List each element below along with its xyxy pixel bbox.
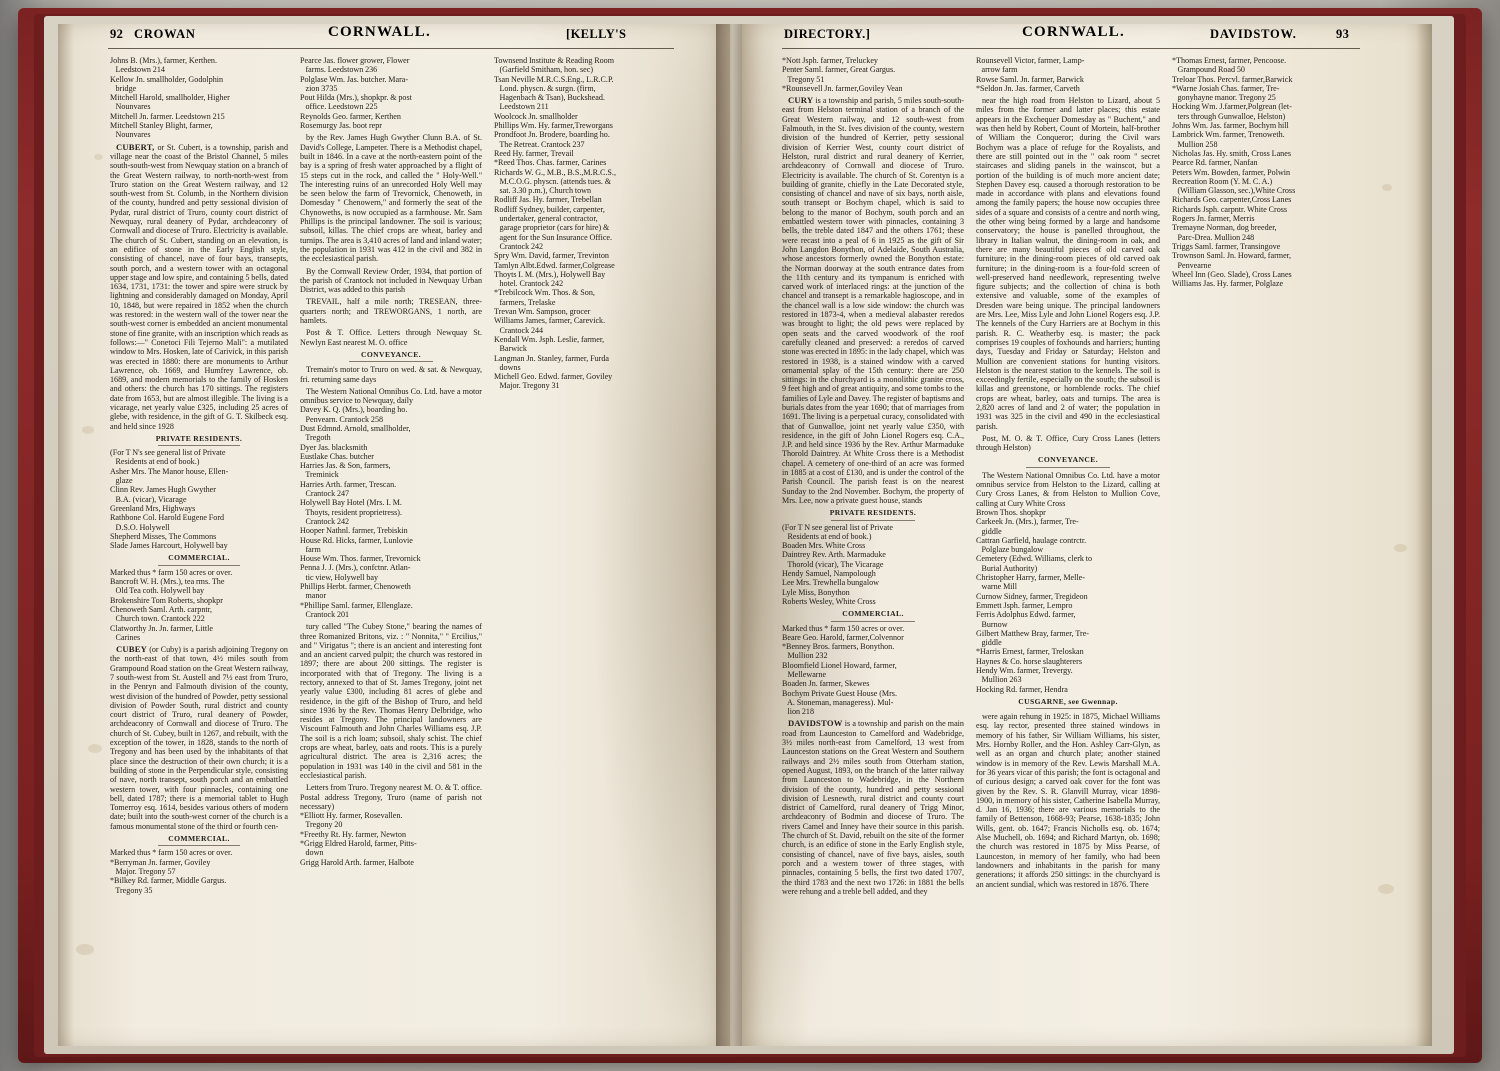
section-heading: COMMERCIAL. xyxy=(842,609,904,619)
directory-entry: Johns Wm. Jas. farmer, Bochym hill xyxy=(1172,121,1289,131)
body-paragraph: by the Rev. James Hugh Gwyther Clunn B.A. of St. David's College, Lampeter. There is a Methodist chapel, built in 1846. In a cave at the north-eastern point of the bay is a spring of fresh water approached by a flight of 15 steps cut in the rock, and called the " Holy-Well." The interesting ruins of an unrecorded Holy Well may be seen below the farm of Trevornick, Chenoweth, in Domesday " Chenowern," and formerly the seat of the Chynoweths, is now occupied as a farmhouse. Mr. Sam Phillips is the principal landowner. The soil is various; subsoil, killas. The chief crops are wheat, barley and turnips. The area is 3,410 acres of land and inland water; the population in 1931 was 412 in the civil and 382 in the ecclesiastical parish. xyxy=(300,133,482,264)
right-head-rule xyxy=(782,48,1360,49)
directory-entry: gonyhayne manor. Tregony 25 xyxy=(1172,93,1276,103)
directory-entry: Tregony 20 xyxy=(300,820,343,830)
directory-entry: Clatworthy Jn. Jn. farmer, Little xyxy=(110,623,213,633)
directory-entry: Residents at end of book.) xyxy=(782,531,872,541)
directory-entry: Carkeek Jn. (Mrs.), farmer, Tre- xyxy=(976,517,1079,527)
section-heading: CONVEYANCE. xyxy=(1037,455,1099,465)
directory-entry: Rowse Saml. Jn. farmer, Barwick xyxy=(976,74,1084,84)
directory-entry-list xyxy=(110,848,288,894)
directory-entry: Harries Arth. farmer, Trescan. xyxy=(300,479,397,489)
directory-entry: *Reed Thos. Chas. farmer, Carines xyxy=(494,158,607,168)
directory-entry: Burial Authority) xyxy=(976,563,1038,573)
directory-entry: Crantock 242 xyxy=(494,241,544,251)
body-paragraph: By the Cornwall Review Order, 1934, that portion of the parish of Crantock not included in Newquay Urban District, was added to this parish xyxy=(300,266,482,295)
directory-entry: Leedstown 214 xyxy=(110,65,165,75)
directory-entry: Phillips Wm. Hy. farmer,Treworgans xyxy=(494,121,613,131)
body-paragraph: CURY is a township and parish, 5 miles south-south-east from Helston terminal station of a branch of the Great Western railway, and 12 south-west from Falmouth, in the St. Ives division of the county, western division of the hundred of Kerrier, petty sessional division of Kerrier West, county court district of Helston, rural district and rural deanery of Kerrier, archdeaconry of Cornwall and diocese of Truro. Electricity is available. The church of St. Corentyn is a building of granite, chiefly in the Late Decorated style, consisting of chancel and nave of six bays, north aisle, south transept or Bochym chapel, which is said to belong to the manor of Bochym, south porch and an embattled western tower with pinnacles, containing 3 bells, the treble dated 1847 and the others 1761; these were recast into a peal of 6 in 1925 as the gift of Sir John Langdon Bonython, of Adelaide, South Australia, whose ancestors formerly owned the Bonython estate: the Norman doorway at the south entrance dates from the 11th century and its tympanum is enriched with carved work of interlaced rings: at the junction of the chancel and transept is a remarkable hagioscope, and in the chancel wall is a low side window: the church was restored in 1873-4, when a medieval alabaster reredos was brought to light; the old pews were replaced by open seats and the carved woodwork of the roof carefully cleaned and preserved: a reredos of carved stone was erected in 1895: in the lady chapel, which was restored in 1938, is a stained window with a carved ornamental splay of the 15th century: there are 250 sittings: in the churchyard is a monolithic granite cross, 9 feet high and of great antiquity, and some tombs to the families of Lyle and Davey. The register of baptisms and burials dates from the year 1690; that of marriages from 1691. The living is a perpetual curacy, consolidated with that of Gunwalloe, joint net yearly value £350, with residence, in the gift of John Lionel Rogers esq. C.A., J.P. and held since 1936 by the Rev. Arthur Marmaduke Thorold Daintrey. At White Cross there is a Methodist chapel. A cemetery of one-third of an acre was formed in 1885 at a cost of £130, and is under the control of the Parish Council. The parish feast is on the nearest Sunday to the 2nd November. Bochym, the property of Mrs. Lee, now a private guest house, stands xyxy=(782,95,964,505)
directory-entry: Marked thus * farm 150 acres or over. xyxy=(110,567,233,577)
directory-entry-list xyxy=(976,508,1160,694)
directory-entry: Peters Wm. Bowden, farmer, Polwin xyxy=(1172,167,1291,177)
section-heading: PRIVATE RESIDENTS. xyxy=(829,508,917,518)
section-divider xyxy=(1026,467,1111,468)
directory-entry-list xyxy=(782,624,964,717)
body-paragraph: CUBEY (or Cuby) is a parish adjoining Tregony on the north-east of that town, 4½ miles south from Grampound Road station on the Great Western railway, 7 south-west from St. Austell and 7½ east from Truro, in the Penryn and Falmouth division of the county, west division of the hundred of Powder, petty sessional division of Powder South, rural district and county court district of Truro, rural deanery of Powder, archdeaconry of Cornwall and diocese of Truro. The church of St. Cubey, built in 1267, and rebuilt, with the exception of the tower, in 1828, stands to the north of Tregony and has been used by the inhabitants of that place since the destruction of their own church; it is a building of stone in the Perpendicular style, consisting of nave, north transept, south porch and an embattled western tower, with four pinnacles, containing one bell, dated 1787; there is a memorial tablet to Hugh Tomerroy esq. 1614, besides various others of modern date; built into the south-west corner of the church is a famous monumental stone of the third or fourth cen- xyxy=(110,644,288,831)
directory-entry: Mitchell Jn. farmer. Leedstown 215 xyxy=(110,111,225,121)
section-divider xyxy=(349,361,433,362)
directory-entry: Barwick xyxy=(494,344,527,354)
directory-entry: Nicholas Jas. Hy. smith, Cross Lanes xyxy=(1172,148,1291,158)
directory-entry: Tregoth xyxy=(300,433,331,443)
directory-entry: House Rd. Hicks, farmer, Lunlovie xyxy=(300,535,413,545)
directory-entry: glaze xyxy=(110,476,133,486)
directory-entry: Mullion 232 xyxy=(782,651,828,661)
directory-entry: zion 3735 xyxy=(300,83,338,93)
directory-entry-list xyxy=(110,448,288,550)
directory-entry: Ferris Adolphus Edwd. farmer, xyxy=(976,610,1076,620)
left-folio: 92 xyxy=(110,27,124,41)
directory-entry: Boaden Jn. farmer, Skewes xyxy=(782,679,870,689)
directory-entry-list xyxy=(782,523,964,607)
right-column-2 xyxy=(976,56,1160,889)
body-paragraph: Post, M. O. & T. Office, Cury Cross Lanes (letters through Helston) xyxy=(976,433,1160,453)
directory-entry: office. Leedstown 225 xyxy=(300,102,378,112)
left-head-right: [KELLY'S xyxy=(566,27,627,41)
right-running-head xyxy=(742,24,1432,50)
directory-entry: Langman Jn. Stanley, farmer, Furda xyxy=(494,353,610,363)
directory-entry: House Wm. Thos. farmer, Trevornick xyxy=(300,554,421,564)
directory-entry: Reed Hy. farmer, Trevail xyxy=(494,148,574,158)
directory-entry: Dyer Jas. blacksmith xyxy=(300,442,368,452)
directory-entry-list xyxy=(494,335,674,391)
directory-entry: *Warne Josiah Chas. farmer, Tre- xyxy=(1172,83,1280,93)
left-column-1 xyxy=(110,56,288,895)
place-name-heading: CUBEY xyxy=(116,644,150,655)
directory-entry: Slade James Harcourt, Holywell bay xyxy=(110,541,228,551)
directory-entry: *Rounsevell Jn. farmer,Goviley Vean xyxy=(782,83,903,93)
directory-entry: Reynolds Geo. farmer, Kerthen xyxy=(300,111,401,121)
directory-entry: Thorold (vicar), The Vicarage xyxy=(782,559,884,569)
directory-entry: Boaden Mrs. White Cross xyxy=(782,541,866,551)
directory-entry: Crantock 201 xyxy=(300,609,350,619)
directory-entry: farm xyxy=(300,544,321,554)
directory-entry: lion 218 xyxy=(782,707,815,717)
directory-entry-list xyxy=(494,56,674,121)
directory-entry: *Benney Bros. farmers, Bonython. xyxy=(782,642,895,652)
directory-entry: Tsan Neville M.R.C.S.Eng., L.R.C.P. xyxy=(494,74,614,84)
directory-entry: Cemetery (Edwd. Williams, clerk to xyxy=(976,554,1093,564)
directory-entry: Crantock 247 xyxy=(300,489,350,499)
directory-entry: Greenland Mrs, Highways xyxy=(110,503,196,513)
directory-entry: Hocking Wm. J.farmer,Polgrean (let- xyxy=(1172,102,1292,112)
directory-entry: Kendall Wm. Jsph. Leslie, farmer, xyxy=(494,334,605,344)
directory-entry: Bancroft W. H. (Mrs.), tea rms. The xyxy=(110,577,225,587)
directory-entry: Thoyts, resident proprietress). xyxy=(300,507,403,517)
body-paragraph: were again rehung in 1925: in 1875, Michael Williams esq. lay rector, presented three stained windows in memory of his father, Sir William Williams, his sister, Mrs. Hornby Roller, and the Hon. Ashley Carr-Glyn, as well as an organ and church plate; another stained window is in memory of the Rev. Lewis Marshall M.A. for 36 years vicar of this parish; the font is octagonal and of curious design; a carved oak cover for the font was given by the Rev. S. R. Glanvill Murray, vicar 1898-1900, in memory of his sister, Catherine Isabella Murray, d. Jan 16, 1936; there are various memorials to the family of Bettenson, 1668-93; Pearse, 1638-1835; John Wills, gent. ob. 1647; Francis Nicholls esq. ob. 1674; Alse Muchell, ob. 1694; and Richard Martyn, ob. 1698; the church was restored in 1875 by Miss Pearse, of Launceston, in memory of her family, who had been landowners and inhabitants in the parish for many generations; it affords 250 sittings: in the churchyard is an ancient sundial, which was restored in 1876. There xyxy=(976,712,1160,889)
body-paragraph: Letters from Truro. Tregony nearest M. O. & T. office. Postal address Tregony, Truro (name of parish not necessary) xyxy=(300,783,482,811)
directory-entry: Rathbone Col. Harold Eugene Ford xyxy=(110,513,225,523)
directory-entry: Wheel Inn (Geo. Slade), Cross Lanes xyxy=(1172,269,1292,279)
directory-entry: *Thomas Ernest, farmer, Pencoose. xyxy=(1172,56,1287,65)
right-head-left: DIRECTORY.] xyxy=(784,27,871,41)
directory-entry: giddle xyxy=(976,526,1002,536)
directory-entry-list xyxy=(782,56,964,93)
directory-entry: Mitchell Stanley Blight, farmer, xyxy=(110,121,213,131)
directory-entry: Roberts Wesley, White Cross xyxy=(782,596,876,606)
directory-entry-list xyxy=(110,568,288,642)
left-head-center: CORNWALL. xyxy=(328,24,431,40)
directory-entry: Leedstown 211 xyxy=(494,102,549,112)
directory-entry: Lambrick Wm. farmer, Trenoweth. xyxy=(1172,130,1285,140)
directory-entry: Tregony 35 xyxy=(110,885,153,895)
directory-entry: Pearce Jas. flower grower, Flower xyxy=(300,56,410,65)
directory-entry: Major. Tregony 57 xyxy=(110,866,176,876)
directory-entry: Mullion 258 xyxy=(1172,139,1218,149)
directory-entry: Treloar Thos. Percvl. farmer,Barwick xyxy=(1172,74,1293,84)
directory-entry: M.C.O.G. physcn. (attends tues. & xyxy=(494,176,612,186)
directory-entry: Kellow Jn. smallholder, Godolphin xyxy=(110,74,224,84)
directory-entry-list xyxy=(110,56,288,140)
directory-entry: warne Mill xyxy=(976,582,1018,592)
section-divider xyxy=(158,565,240,566)
directory-entry: (William Glasson, sec.),White Cross xyxy=(1172,186,1296,196)
directory-entry: Mullion 263 xyxy=(976,675,1022,685)
directory-entry: (For T N see general list of Private xyxy=(782,522,893,532)
directory-entry: *Nott Jsph. farmer, Treluckey xyxy=(782,56,878,65)
place-name-heading: CUBERT, xyxy=(116,141,158,152)
directory-entry: tic view, Holywell bay xyxy=(300,572,379,582)
directory-entry: Crantock 244 xyxy=(494,325,544,335)
directory-entry: Harries Jas. & Son, farmers, xyxy=(300,461,391,471)
directory-entry: Richards Geo. carpenter,Cross Lanes xyxy=(1172,195,1292,205)
directory-entry: Brown Thos. shopkpr xyxy=(976,507,1046,517)
directory-entry: B.A. (vicar), Vicarage xyxy=(110,494,187,504)
body-paragraph: DAVIDSTOW is a township and parish on the main road from Launceston to Camelford and Wadebridge, 3½ miles north-east from Camelford, 13 west from Launceston stations on the Great Western and Southern railways and 2½ miles south from Otterham station, opened August, 1893, on the branch of the latter railway from Launceston to Wadebridge, in the Northern division of the county, hundred and petty sessional division of Lesnewth, rural district and county court district of Camelford, rural deanery of Trigg Minor, archdeaconry of Bodmin and diocese of Truro. The rivers Camel and Inney have their source in this parish. The church of St. David, rebuilt on the site of the former church, is an edifice of stone in the Early English style, consisting of chancel, nave of five bays, aisles, south porch and a western tower of three stages, with pinnacles, containing 5 bells, the first two dated 1707, the third 1783 and the next two 1726: in 1881 the bells were rehung and a treble bell added, and they xyxy=(782,718,964,896)
left-page xyxy=(58,24,730,1046)
right-column-3 xyxy=(1172,56,1360,288)
directory-entry: agent for the Sun Insurance Office. xyxy=(494,232,613,242)
directory-entry: hotel. Crantock 242 xyxy=(494,279,564,289)
section-heading: COMMERCIAL. xyxy=(168,834,230,844)
directory-entry: Hooper Nathnl. farmer, Trebiskin xyxy=(300,526,408,536)
directory-entry: Rounsevell Victor, farmer, Lamp- xyxy=(976,56,1085,65)
directory-entry: *Bilkey Rd. farmer, Middle Gargus. xyxy=(110,876,227,886)
place-name-heading: CURY xyxy=(788,95,816,106)
directory-entry: Penna J. J. (Mrs.), confctnr. Atlan- xyxy=(300,563,411,573)
directory-entry-list xyxy=(1172,102,1360,288)
body-paragraph: Post & T. Office. Letters through Newquay St. Newlyn East nearest M. O. office xyxy=(300,328,482,347)
section-heading: PRIVATE RESIDENTS. xyxy=(155,433,243,443)
right-folio: 93 xyxy=(1336,27,1350,41)
directory-entry: Brokenshire Tom Roberts, shopkpr xyxy=(110,595,223,605)
directory-entry: *Grigg Eldred Harold, farmer, Pitts- xyxy=(300,839,417,849)
directory-entry: *Berryman Jn. farmer, Goviley xyxy=(110,857,211,867)
directory-entry: Major. Tregony 31 xyxy=(494,381,560,391)
directory-entry: *Freethy Rt. Hy. farmer, Newton xyxy=(300,829,407,839)
directory-entry: bridge xyxy=(110,83,137,93)
directory-entry: Mellewarne xyxy=(782,670,827,679)
directory-entry: Tregony 51 xyxy=(782,74,825,84)
directory-entry: Lyle Miss, Bonython xyxy=(782,587,850,597)
directory-entry: Crantock 242 xyxy=(300,516,350,526)
directory-entry: Emmett Jsph. farmer, Lempro xyxy=(976,600,1073,610)
directory-entry: Penter Saml. farmer, Great Gargus. xyxy=(782,65,896,75)
body-paragraph: The Western National Omnibus Co. Ltd. have a motor omnibus service from Helston to the Lizard, calling at Cury Cross Lanes, & from Helston to Mullion Cove, calling at Cury White Cross xyxy=(976,470,1160,508)
directory-entry: Dust Edmnd. Arnold, smallholder, xyxy=(300,423,411,433)
directory-entry: Marked thus * farm 150 acres or over. xyxy=(110,848,233,858)
directory-entry: ters through Gunwalloe, Helston) xyxy=(1172,111,1286,121)
directory-entry: Polglaze bungalow xyxy=(976,545,1044,555)
directory-entry: Lee Mrs. Trewhella bungalow xyxy=(782,578,879,588)
directory-entry: Townsend Institute & Reading Room xyxy=(494,56,615,65)
directory-entry: garage proprietor (cars for hire) & xyxy=(494,223,610,233)
directory-entry: *Trebilcock Wm. Thos. & Son, xyxy=(494,288,595,298)
directory-entry: down xyxy=(300,848,324,858)
body-paragraph: tury called "The Cubey Stone," bearing the names of three Romanized Britons, viz. : " Nonnita," " Ercilius," and " Virigatus "; there is an ancient and interesting font and an ancient carved pulpit; the church was restored in 1897; there are about 200 sittings. The register is incorporated with that of Tregony. The living is a rectory, annexed to that of St. James Tregony, joint net yearly value £300, including 81 acres of glebe and residence, in the gift of the Bishop of Truro, and held since 1936 by the Rev. Thomas Henry Delbridge, who resides at Tregony. The principal landowners are Viscount Falmouth and John Charles Williams esq. J.P. The soil is a rich loam; subsoil, shaly schist. The chief crops are wheat, barley, oats and roots. This is a purely agricultural district. The area is 2,316 acres; the population in 1931 was 140 in the civil and 581 in the ecclesiastical parish. xyxy=(300,622,482,780)
right-page xyxy=(742,24,1432,1046)
directory-entry: undertaker, general contractor, xyxy=(494,214,598,224)
directory-entry: Church town. Crantock 222 xyxy=(110,614,205,624)
directory-entry-list xyxy=(300,405,482,619)
directory-entry: Rosemurgy Jas. boot repr xyxy=(300,121,382,131)
right-column-1 xyxy=(782,56,964,896)
directory-entry: Rodliff Jas. Hy. farmer, Trebellan xyxy=(494,195,602,205)
directory-entry: Johns B. (Mrs.), farmer, Kerthen. xyxy=(110,56,217,65)
directory-entry: Beare Geo. Harold, farmer,Colvennor xyxy=(782,632,904,642)
directory-entry: A. Stoneman, manageress). Mul- xyxy=(782,697,894,707)
directory-entry: Polglase Wm. Jas. butcher. Mara- xyxy=(300,74,409,84)
left-column-3 xyxy=(494,56,674,391)
directory-entry: Bochym Private Guest House (Mrs. xyxy=(782,688,897,698)
section-heading: CUSGARNE, see Gwennap. xyxy=(1018,696,1118,706)
directory-entry: farms. Leedstown 236 xyxy=(300,65,378,75)
directory-entry: Old Tea coth. Holywell bay xyxy=(110,586,205,596)
directory-entry: Recreation Room (Y. M. C. A.) xyxy=(1172,176,1273,186)
directory-entry: The Retreat. Crantock 237 xyxy=(494,139,585,149)
directory-entry: Trevan Wm. Sampson, grocer xyxy=(494,307,591,317)
directory-entry: Cattran Garfield, haulage contrctr. xyxy=(976,535,1087,545)
directory-entry: Treminick xyxy=(300,470,339,480)
section-divider xyxy=(158,445,240,446)
directory-entry: *Elliott Hy. farmer, Rosevallen. xyxy=(300,811,403,821)
directory-entry: Penvearne xyxy=(1172,260,1212,270)
directory-entry: Prondfoot Jn. Brodere, boarding ho. xyxy=(494,130,610,140)
directory-entry: (For T N's see general list of Private xyxy=(110,448,226,458)
directory-entry: Rogers Jn. farmer, Merris xyxy=(1172,214,1255,224)
directory-entry: Hagenbach & Tsan), Buckshead. xyxy=(494,93,605,103)
right-head-place: DAVIDSTOW. xyxy=(1210,27,1297,41)
section-divider xyxy=(158,845,240,846)
directory-entry: Grampound Road 50 xyxy=(1172,65,1245,75)
directory-entry: Spry Wm. David, farmer, Trevinton xyxy=(494,251,609,261)
section-divider xyxy=(831,621,915,622)
directory-entry: Curnow Sidney, farmer, Tregideon xyxy=(976,591,1088,601)
directory-entry: Woolcock Jn. smallholder xyxy=(494,111,578,121)
directory-entry: Shepherd Misses, The Commons xyxy=(110,531,217,541)
directory-entry: Haynes & Co. horse slaughterers xyxy=(976,656,1082,666)
left-head-place: CROWAN xyxy=(134,27,196,41)
directory-entry: Burnow xyxy=(976,619,1008,629)
body-paragraph: Tremain's motor to Truro on wed. & sat. & Newquay, fri. returning same days xyxy=(300,365,482,384)
body-paragraph: near the high road from Helston to Lizard, about 5 miles from the former and latter places; this estate appears in the Exchequer Domesday as " Buchent," and was then held by Robert, Count of Mortein, half-brother of William the Conqueror; during the Civil wars Bochym was a place of refuge for the Royalists, and there are still pointed out in the " oak room " secret staircases and sliding panels in the wainscot, but a portion of the building is of much more ancient date; Stephen Davey esq. caused a thorough restoration to be made in accordance with plans and elevations found among the family papers; the house now occupies three sides of a square and consists of a centre and north wing, the other wing being formed by a large and handsome conservatory; the house is panelled throughout, the library in Italian walnut, the dining-room in oak, and there are many beautiful pieces of old carved oak furniture; in the dining-room pieces of old carved oak furniture; in the dining-room is a four-fold screen of well-preserved hand needlework, representing twelve figure subjects; and the collection of china is both extensive and valuable, some of the examples of Dresden ware being unique. The principal landowners are Mrs. Lee, Miss Lyle and John Lionel Rogers esq. J.P. The kennels of the Cury Harriers are at Bochym in this parish. R. C. Weatherby esq. is master; the pack comprises 19 couples of foxhounds and harriers; hunting days, Tuesday and Friday or Saturday; Helston and Mullion are convenient stations for hunting visitors. Helston is the nearest station to the kennels. The soil is exceedingly fertile, especially on the south; the subsoil is killas and greenstone, or hornblende rocks. The chief crops are wheat, barley, oats and turnips. The area is 2,820 acres of land and 2 of water; the population in 1931 was 325 in the civil and 490 in the ecclesiastical parish. xyxy=(976,96,1160,431)
directory-entry: Penvearn. Crantock 258 xyxy=(300,414,384,424)
directory-entry: Christopher Harry, farmer, Melle- xyxy=(976,573,1085,583)
directory-entry: Phillips Herbt. farmer, Chenoweth xyxy=(300,582,411,592)
directory-entry: Holywell Bay Hotel (Mrs. I. M. xyxy=(300,498,402,508)
directory-entry: D.S.O. Holywell xyxy=(110,522,170,532)
directory-entry: Rodliff Sydney, builder, carpenter, xyxy=(494,204,605,214)
section-divider xyxy=(831,520,915,521)
left-head-rule xyxy=(108,48,674,49)
directory-entry: Pearce Rd. farmer, Nanfan xyxy=(1172,158,1258,168)
directory-entry: Residents at end of book.) xyxy=(110,457,200,467)
body-paragraph: The Western National Omnibus Co. Ltd. have a motor omnibus service to Newquay, daily xyxy=(300,386,482,406)
directory-entry: Eustlake Chas. butcher xyxy=(300,451,374,461)
directory-entry: Gilbert Matthew Bray, farmer, Tre- xyxy=(976,628,1089,638)
body-paragraph: TREVAIL, half a mile north; TRESEAN, three-quarters north; and TREWORGANS, 1 north, are hamlets. xyxy=(300,297,482,326)
directory-entry: Michell Geo. Edwd. farmer, Goviley xyxy=(494,372,613,382)
directory-entry: arrow farm xyxy=(976,65,1018,75)
directory-entry: Thoyts I. M. (Mrs.), Holywell Bay xyxy=(494,269,606,279)
directory-entry: Trownson Saml. Jn. Howard, farmer, xyxy=(1172,251,1292,261)
right-head-center: CORNWALL. xyxy=(1022,24,1125,40)
left-column-2 xyxy=(300,56,482,867)
directory-entry: Mitchell Harold, smallholder, Higher xyxy=(110,93,230,103)
directory-entry: Richards W. G., M.B., B.S.,M.R.C.S., xyxy=(494,167,616,177)
directory-entry: Pout Hilda (Mrs.), shopkpr. & post xyxy=(300,93,412,103)
directory-entry: *Harris Ernest, farmer, Treloskan xyxy=(976,647,1084,657)
directory-entry-list xyxy=(1172,56,1360,102)
directory-entry: Marked thus * farm 150 acres or over. xyxy=(782,623,905,633)
directory-entry: Chenoweth Saml. Arth. carpntr, xyxy=(110,604,213,614)
directory-entry: Grigg Harold Arth. farmer, Halbote xyxy=(300,857,414,867)
directory-entry: *Seldon Jn. Jas. farmer, Carveth xyxy=(976,83,1080,93)
directory-entry: Hocking Rd. farmer, Hendra xyxy=(976,684,1068,694)
place-name-heading: DAVIDSTOW xyxy=(788,718,845,729)
directory-entry: Williams James, farmer, Carevick. xyxy=(494,316,606,326)
directory-entry-list xyxy=(300,56,482,130)
directory-entry: Nounvares xyxy=(110,130,151,140)
directory-entry: Carines xyxy=(110,632,141,642)
directory-entry: Tamlyn Albt.Edwd. farmer,Colgrease xyxy=(494,260,615,270)
directory-entry-list xyxy=(300,811,482,867)
section-divider xyxy=(1026,708,1111,709)
directory-entry: Asher Mrs. The Manor house, Ellen- xyxy=(110,466,229,476)
section-heading: CONVEYANCE. xyxy=(360,349,422,359)
body-paragraph: CUBERT, or St. Cubert, is a township, parish and village near the coast of the Bristol Channel, 5 miles south-south-west from Newquay station on a branch of the Great Western railway, to north-north-west from Truro station on the Great Western railway, and 12 south-west from St. Columb, in the Northern division of the county, hundred and petty sessional division of Pydar, rural district of Truro, county court district of Newquay, rural deanery of Pydar, archdeaconry of Cornwall and diocese of Truro. Electricity is available. The church of St. Cubert, standing on an elevation, is an edifice of stone in the Early English style, consisting of chancel, nave of four bays, transepts, south porch, and a western tower with an octagonal upper stage and low spire, and containing 5 bells, dated 1634, 1731, 1731: the tower and spire were struck by lightning and considerably damaged on Monday, April 10, 1848, but were repaired in 1852 when the church was restored: in the western wall of the tower near the south-west corner is embedded an ancient monumental stone of fine granite, with an inscription which reads as follows:—" Conetoci Fili Tejerno Mali": a mutilated window to Mrs. Hosken, late of Carivick, in this parish was erected in 1880: there are monuments to Arthur Lawrence, ob. 1669, and Humfrey Lawrence, ob. 1689, and modern memorials to the family of Hosken and others: the church has 170 sittings. The registers date from 1653, but are almost illegible. The living is a vicarage, net yearly value £325, including 25 acres of glebe, with residence, in the gift of G. T. Skilbeck esq. and held since 1928 xyxy=(110,141,288,431)
directory-entry: Nounvares xyxy=(110,102,151,112)
directory-entry: Triggs Saml. farmer, Transingove xyxy=(1172,241,1281,251)
directory-entry-list xyxy=(494,121,674,335)
left-running-head xyxy=(58,24,730,50)
directory-entry: *Phillipe Saml. farmer, Ellenglaze. xyxy=(300,600,413,610)
directory-entry: sat. 3.30 p.m.), Church town xyxy=(494,186,592,196)
directory-entry: Davey K. Q. (Mrs.), boarding ho. xyxy=(300,405,408,415)
directory-entry: Lond. physcn. & surgn. (firm, xyxy=(494,83,596,93)
directory-entry: Daintrey Rev. Arth. Marmaduke xyxy=(782,550,886,560)
directory-entry: Parc-Drea. Mullion 248 xyxy=(1172,232,1255,242)
directory-entry: Bloomfield Lionel Howard, farmer, xyxy=(782,660,897,670)
directory-entry: Williams Jas. Hy. farmer, Polglaze xyxy=(1172,279,1284,289)
directory-entry: downs xyxy=(494,362,521,372)
section-heading: COMMERCIAL. xyxy=(168,553,230,563)
directory-entry: manor xyxy=(300,591,327,601)
directory-entry-list xyxy=(976,56,1160,93)
directory-entry: (Garfield Smitham, hon. sec) xyxy=(494,65,594,75)
directory-entry: Hendy Samuel, Nampolough xyxy=(782,569,876,579)
directory-entry: Hendy Wm. farmer, Trevergy. xyxy=(976,666,1073,675)
directory-entry: farmers, Trelaske xyxy=(494,297,556,307)
directory-entry: Tremayne Norman, dog breeder, xyxy=(1172,223,1277,233)
directory-entry: Clinn Rev. James Hugh Gwyther xyxy=(110,485,216,495)
directory-entry: giddle xyxy=(976,638,1002,648)
directory-entry: Richards Jsph. carpntr. White Cross xyxy=(1172,204,1288,214)
